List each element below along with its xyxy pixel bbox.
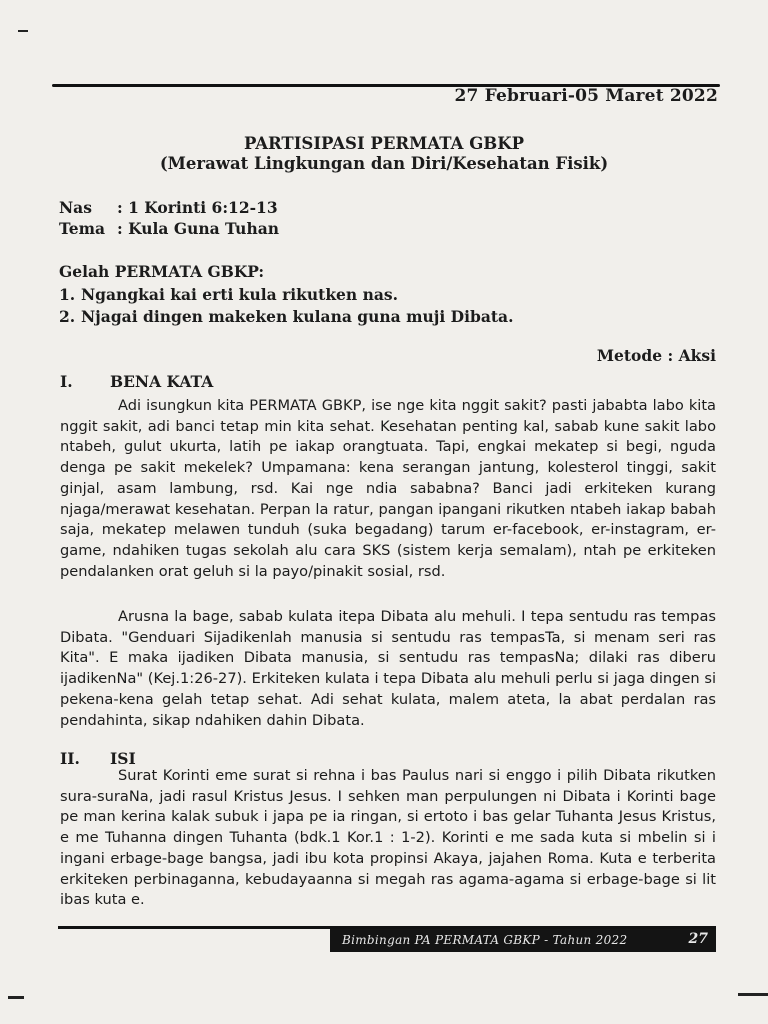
section-heading xyxy=(60,372,213,391)
tema-value: : Kula Guna Tuhan xyxy=(117,219,280,238)
footer-text: Bimbingan PA PERMATA GBKP - Tahun 2022 xyxy=(342,933,628,947)
page-number: 27 xyxy=(688,931,708,947)
goals-heading: Gelah PERMATA GBKP: xyxy=(59,262,265,281)
section-number: I. xyxy=(60,372,73,391)
nas-row xyxy=(59,198,278,217)
scan-edge-mark xyxy=(18,30,28,32)
section-paragraph: Surat Korinti eme surat si rehna i bas Paulus nari si enggo i pilih Dibata rikutken sura-suraNa, jadi rasul Kristus Jesus. I sehken man perpulungen ni Dibata i Korinti bage pe man kerina kalak subuk i japa pe ia ringan, si ertoto i bas gelar Tuhanta Jesus Kristus, e me Tuhanna dingen Tuhanta (bdk.1 Kor.1 : 1-2). Korinti e me sada kuta si mbelin si i ingani erbage-bage bangsa, jadi ibu kota propinsi Akaya, jajahen Roma. Kuta e terberita erkiteken perbinaganna, kebudayaanna si megah ras agama-agama si erbage-bage si lit ibas kuta e. xyxy=(60,767,716,909)
section-title: ISI xyxy=(110,749,136,768)
scan-edge-mark xyxy=(738,993,768,996)
tema-row xyxy=(59,219,279,238)
scan-edge-mark xyxy=(8,996,24,999)
tema-label: Tema xyxy=(59,219,106,238)
section-number: II. xyxy=(60,749,80,768)
goal-number: 2. xyxy=(59,307,76,326)
goal-item xyxy=(59,307,514,326)
goal-text: Njagai dingen makeken kulana guna muji Dibata. xyxy=(81,307,514,326)
nas-value: : 1 Korinti 6:12-13 xyxy=(117,198,278,217)
method-label: Metode : Aksi xyxy=(596,346,716,365)
section-title: BENA KATA xyxy=(110,372,214,391)
section-paragraph: Adi isungkun kita PERMATA GBKP, ise nge kita nggit sakit? pasti jababta labo kita nggit sakit, adi banci tetap min kita sehat. Kesehatan penting kal, sabab kune sakit labo ntabeh, gulut ukurta, latih pe iakap orangtuata. Tapi, engkai mekatep si begi, nguda denga pe sakit mekelek? Umpamana: kena serangan jantung, kolesterol tinggi, sakit ginjal, asam lambung, rsd. Kai nge ndia sababna? Banci jadi erkiteken kurang njaga/merawat kesehatan. Perpan la ratur, pangan ipangani rikutken ntabeh iakap babah saja, mekatep melawen tunduh (suka begadang) tarum er-facebook, er-instagram, er-game, ndahiken tugas sekolah alu cara SKS (sistem kerja semalam), ntah pe erkiteken pendalanken orat geluh si la payo/pinakit sosial, rsd. xyxy=(60,397,716,580)
document-subtitle: (Merawat Lingkungan dan Diri/Kesehatan Fisik) xyxy=(159,154,609,173)
footer-band xyxy=(330,929,716,952)
goal-item xyxy=(59,285,398,304)
section-paragraph: Arusna la bage, sabab kulata itepa Dibata alu mehuli. I tepa sentudu ras tempas Dibata. "Genduari Sijadikenlah manusia si sentudu ras tempasTa, si menam seri ras Kita". E maka ijadiken Dibata manusia, si sentudu ras tempasNa; dilaki ras diberu ijadikenNa" (Kej.1:26-27). Erkiteken kulata i tepa Dibata alu mehuli perlu si jaga dingen si pekena-kena gelah tetap sehat. Adi sehat kulata, malem ateta, la abat perdalan ras pendahinta, sikap ndahiken dahin Dibata. xyxy=(60,608,716,729)
header-date: 27 Februari-05 Maret 2022 xyxy=(454,86,718,106)
nas-label: Nas xyxy=(59,198,92,217)
document-title: PARTISIPASI PERMATA GBKP xyxy=(243,134,525,153)
goal-number: 1. xyxy=(59,285,76,304)
goal-text: Ngangkai kai erti kula rikutken nas. xyxy=(81,285,399,304)
